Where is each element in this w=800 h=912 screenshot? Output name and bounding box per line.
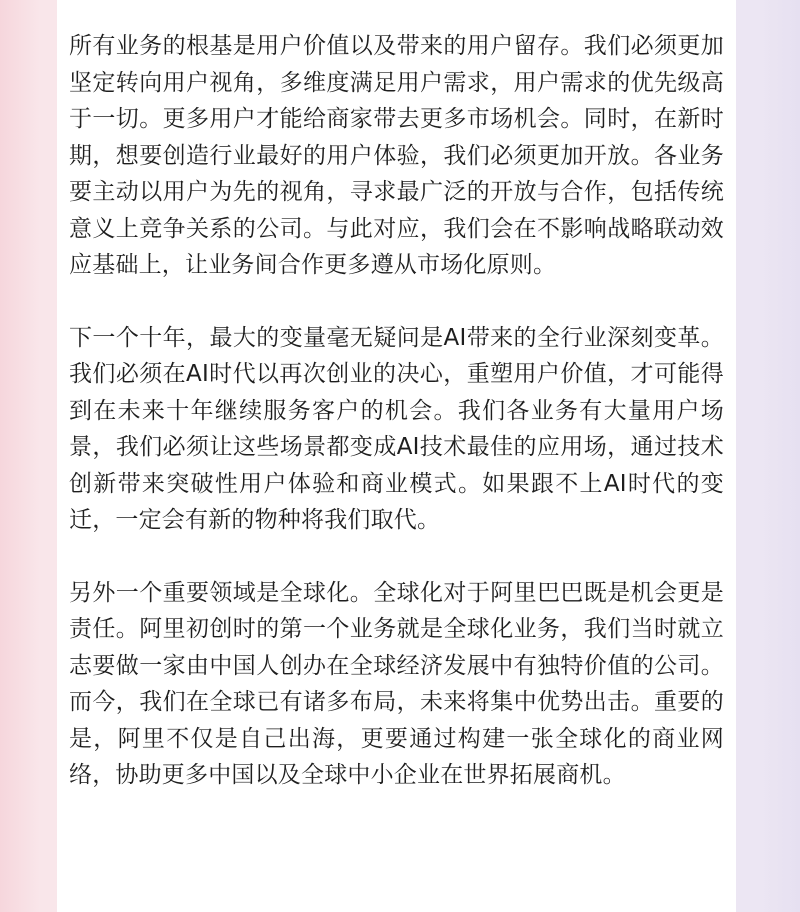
article-paragraph-1: 所有业务的根基是用户价值以及带来的用户留存。我们必须更加坚定转向用户视角，多维度满足用户需求，用户需求的优先级高于一切。更多用户才能给商家带去更多市场机会。同时，在新时期，想要创造行业最好的用户体验，我们必须更加开放。各业务要主动以用户为先的视角，寻求最广泛的开放与合作，包括传统意义上竞争关系的公司。与此对应，我们会在不影响战略联动效应基础上，让业务间合作更多遵从市场化原则。: [69, 33, 724, 278]
article-paragraph-3: 另外一个重要领域是全球化。全球化对于阿里巴巴既是机会更是责任。阿里初创时的第一个业务就是全球化业务，我们当时就立志要做一家由中国人创办在全球经济发展中有独特价值的公司。而今，我们在全球已有诸多布局，未来将集中优势出击。重要的是，阿里不仅是自己出海，更要通过构建一张全球化的商业网络，协助更多中国以及全球中小企业在世界拓展商机。: [69, 579, 724, 788]
article-card: [57, 0, 736, 912]
article-paragraph-2: 下一个十年，最大的变量毫无疑问是AI带来的全行业深刻变革。我们必须在AI时代以再次创业的决心，重塑用户价值，才可能得到在未来十年继续服务客户的机会。我们各业务有大量用户场景，我们必须让这些场景都变成AI技术最佳的应用场，通过技术创新带来突破性用户体验和商业模式。如果跟不上AI时代的变迁，一定会有新的物种将我们取代。: [69, 324, 724, 533]
